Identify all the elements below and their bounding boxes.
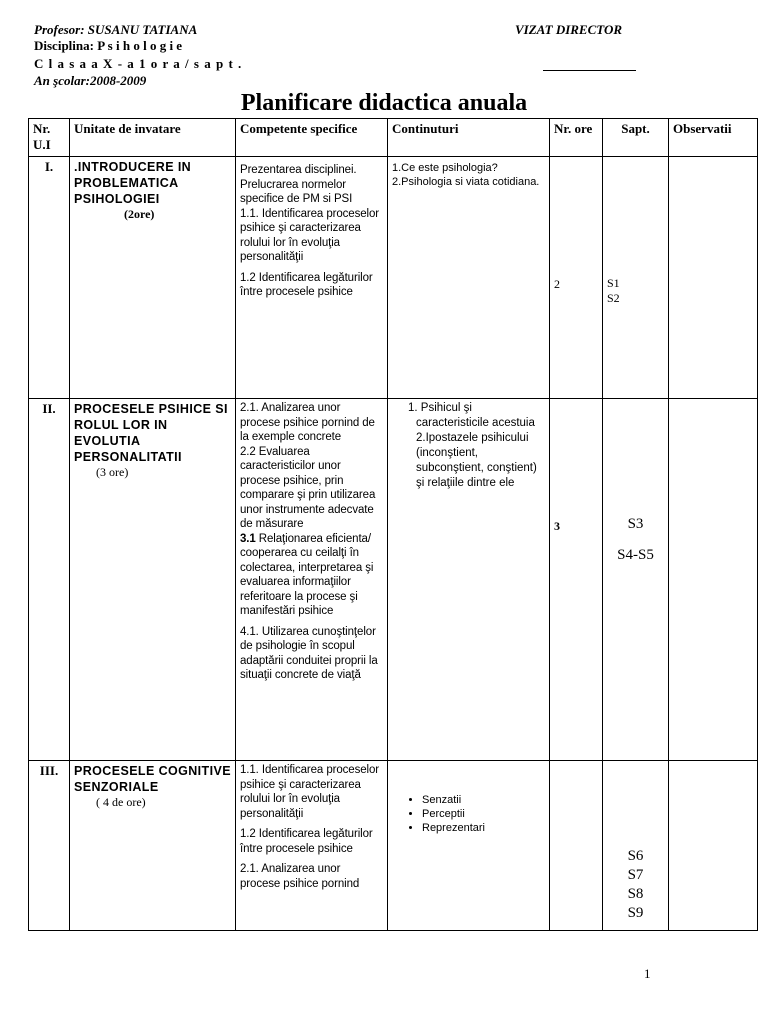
competence-item: 1.2 Identificarea legăturilor între procesele psihice [240, 828, 373, 855]
competence-item: Prezentarea disciplinei. Prelucrarea normelor specifice de PM si PSI [240, 164, 357, 205]
week-item: S6 [627, 848, 644, 864]
unit-hours: (3 ore) [96, 465, 129, 479]
content-item: 1. Psihicul şi caracteristicile acestuia [408, 402, 535, 429]
competence-item: 1.1. Identificarea proceselor psihice şi caracterizarea rolului lor în evoluţia personalităţii [240, 207, 380, 263]
signature-line [543, 70, 636, 71]
week-item: S9 [627, 905, 644, 921]
observations-cell [669, 761, 758, 931]
content-item: • Reprezentari [422, 821, 545, 835]
unit-hours: ( 4 de ore) [96, 795, 146, 809]
page-title: Planificare didactica anuala [240, 90, 528, 116]
unit-title: PROCESELE COGNITIVE SENZORIALE [74, 764, 231, 794]
content-item: • Senzatii [422, 793, 545, 807]
weeks-cell [603, 399, 669, 761]
teacher-line: Profesor: SUSANU TATIANA [34, 22, 198, 37]
approval-label: VIZAT DIRECTOR [515, 22, 623, 37]
contents-cell [388, 399, 550, 761]
table-row [29, 157, 758, 399]
competences-cell [236, 157, 388, 399]
competence-item: 2.1. Analizarea unor procese psihice pornind [240, 863, 360, 890]
competences-cell [236, 399, 388, 761]
unit-title: PROCESELE PSIHICE SI ROLUL LOR IN EVOLUTIA PERSONALITATII [74, 402, 228, 464]
week-item: S2 [607, 291, 620, 305]
week-item: S8 [627, 886, 644, 902]
observations-cell [669, 399, 758, 761]
page-number: 1 [644, 966, 651, 981]
competence-item: 1.2 Identificarea legăturilor între procesele psihice [240, 271, 373, 298]
header-hours: Nr. ore [550, 119, 603, 157]
week-item: S1 [607, 276, 620, 290]
unit-cell [70, 399, 236, 761]
weeks-cell [603, 761, 669, 931]
header-weeks: Sapt. [603, 119, 669, 157]
hours-value: 2 [554, 277, 560, 291]
competences-cell [236, 761, 388, 931]
competence-item: 4.1. Utilizarea cunoştinţelor de psihologie în scopul adaptării conduitei proprii la situaţii concrete de viaţă [240, 625, 378, 681]
planning-table [28, 118, 758, 931]
content-item: • Perceptii [422, 807, 545, 821]
header-nr: Nr. U.I [29, 119, 70, 157]
week-item: S4-S5 [617, 547, 654, 563]
header-contents: Continuturi [388, 119, 550, 157]
row-number: I. [29, 157, 70, 399]
content-item: 1.Ce este psihologia? [392, 162, 498, 174]
unit-hours: (2ore) [124, 207, 155, 221]
competence-item: Relaţionarea eficienta/ cooperarea cu ceilalţi în colectarea, interpretarea şi evaluarea informaţiilor referitoare la procese şi manifestări psihice [240, 532, 374, 617]
competence-code: 3.1 [240, 532, 256, 545]
school-year-line: An şcolar:2008-2009 [34, 73, 147, 88]
table-header-row [29, 119, 758, 157]
hours-cell [550, 761, 603, 931]
observations-cell [669, 157, 758, 399]
content-item: 2.Ipostazele psihicului (inconştient, subconştient, conştient) şi relaţiile dintre ele [416, 432, 537, 489]
weeks-cell [603, 157, 669, 399]
competence-item: 2.2 Evaluarea caracteristicilor unor procese psihice, prin comparare şi prin utilizarea unor instrumente adecvate de măsurare [240, 445, 376, 530]
week-item: S3 [627, 516, 644, 532]
discipline-line: Disciplina: P s i h o l o g i e [34, 38, 183, 53]
header-unit: Unitate de invatare [70, 119, 236, 157]
table-row [29, 761, 758, 931]
week-item: S7 [627, 867, 644, 883]
row-number: III. [29, 761, 70, 931]
table-row [29, 399, 758, 761]
row-number: II. [29, 399, 70, 761]
hours-cell [550, 157, 603, 399]
contents-list [392, 793, 545, 835]
contents-cell [388, 761, 550, 931]
unit-title: .INTRODUCERE IN PROBLEMATICA PSIHOLOGIEI [74, 160, 192, 206]
content-item: 2.Psihologia si viata cotidiana. [392, 176, 540, 188]
hours-value: 3 [554, 519, 560, 533]
contents-cell [388, 157, 550, 399]
header-observations: Observatii [669, 119, 758, 157]
header-competences: Competente specifice [236, 119, 388, 157]
hours-cell [550, 399, 603, 761]
unit-cell [70, 761, 236, 931]
competence-item: 2.1. Analizarea unor procese psihice pornind de la exemple concrete [240, 402, 375, 443]
class-line: C l a s a a X - a 1 o r a / s a p t . [34, 56, 243, 71]
competence-item: 1.1. Identificarea proceselor psihice şi caracterizarea rolului lor în evoluţia personalităţii [240, 764, 380, 820]
unit-cell [70, 157, 236, 399]
